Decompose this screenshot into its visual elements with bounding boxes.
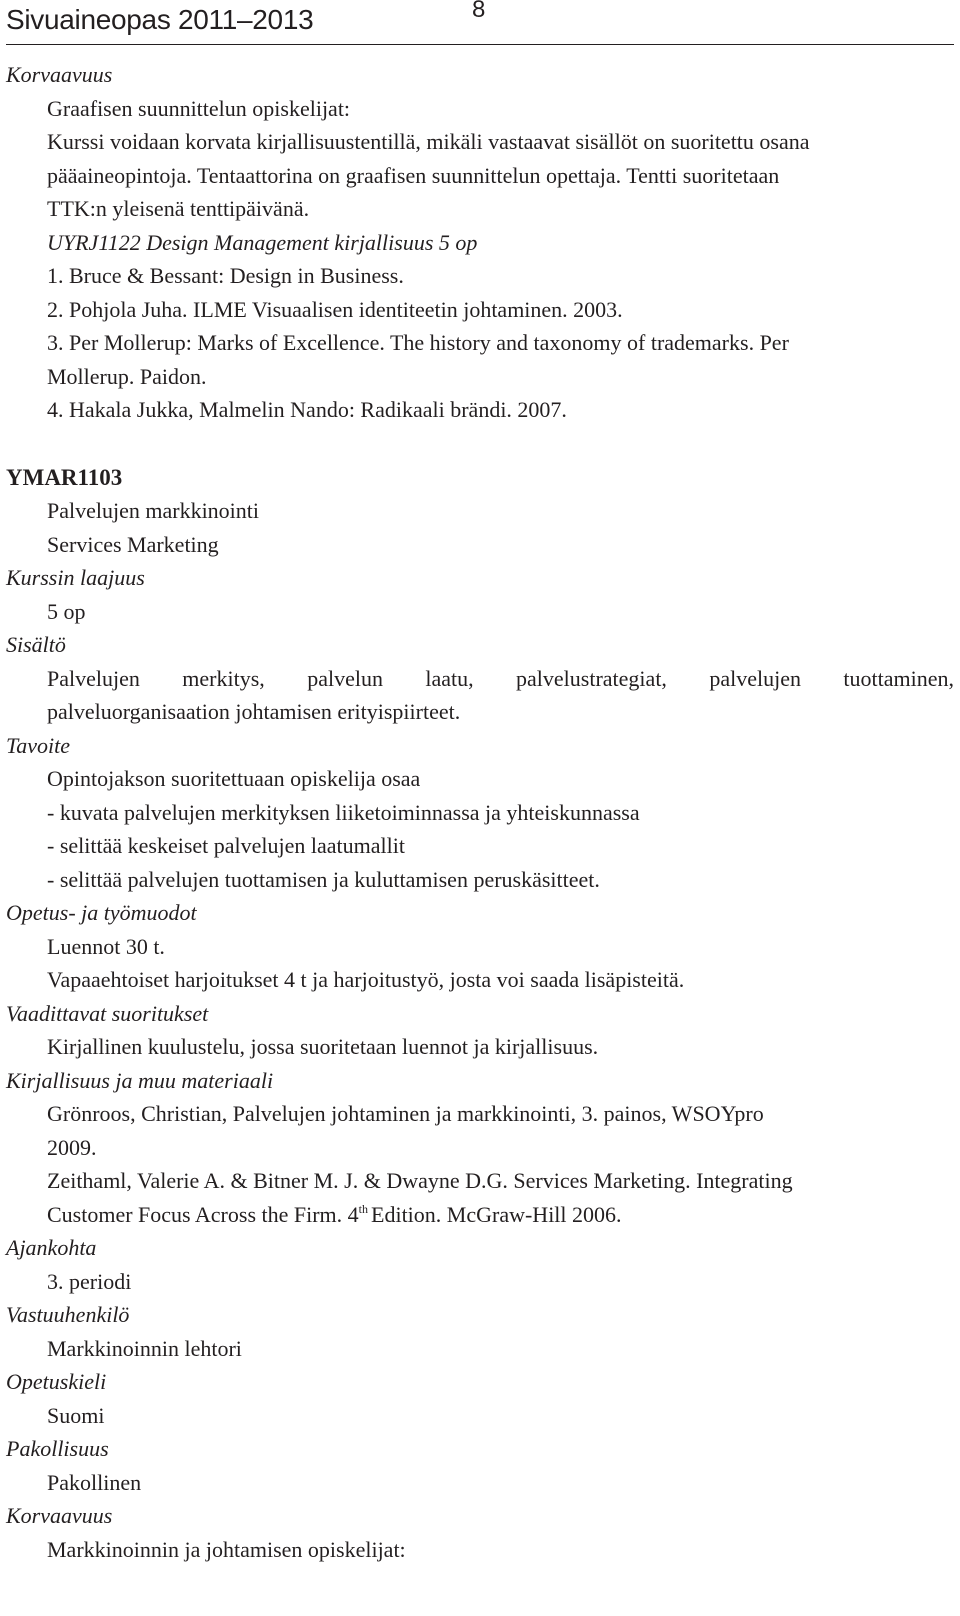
opetuskieli-value: Suomi <box>47 1402 105 1428</box>
kirjallisuus-line: 2009. <box>47 1134 97 1160</box>
book-item: Mollerup. Paidon. <box>47 363 207 389</box>
opetus-heading: Opetus- ja työmuodot <box>6 900 197 925</box>
vaaditut-heading: Vaadittavat suoritukset <box>6 1000 209 1026</box>
sisalto-line: palveluorganisaation johtamisen erityispiirteet. <box>47 699 461 724</box>
laajuus-value: 5 op <box>47 598 86 624</box>
book-item: 1. Bruce & Bessant: Design in Business. <box>47 263 404 288</box>
laajuus-heading: Kurssin laajuus <box>6 565 145 590</box>
guide-title: Sivuaineopas 2011–2013 <box>6 4 314 35</box>
kirjallisuus-line-part: Customer Focus Across the Firm. 4 <box>47 1201 359 1227</box>
page-content <box>6 58 954 1566</box>
ajankohta-value: 3. periodi <box>47 1268 132 1294</box>
opetus-line: Luennot 30 t. <box>47 933 165 959</box>
kirjallisuus-line <box>6 1198 954 1232</box>
tavoite-heading: Tavoite <box>6 732 70 758</box>
course-code: YMAR1103 <box>6 464 123 490</box>
intro-line: Kurssi voidaan korvata kirjallisuustentillä, mikäli vastaavat sisällöt on suoritettu osana <box>47 129 810 154</box>
course-name-en: Services Marketing <box>47 531 219 557</box>
tavoite-line: - selittää keskeiset palvelujen laatumallit <box>47 833 405 858</box>
ordinal-suffix: th <box>358 1201 369 1216</box>
page-number: 8 <box>472 0 486 23</box>
ajankohta-heading: Ajankohta <box>6 1235 97 1260</box>
korvaavuus-heading-2: Korvaavuus <box>6 1503 113 1528</box>
korvaavuus-heading: Korvaavuus <box>6 62 113 87</box>
intro-line: TTK:n yleisenä tenttipäivänä. <box>47 196 310 221</box>
tavoite-line: Opintojakson suoritettuaan opiskelija osaa <box>47 766 421 791</box>
pakollisuus-heading: Pakollisuus <box>6 1436 109 1461</box>
book-item: 4. Hakala Jukka, Malmelin Nando: Radikaali brändi. 2007. <box>47 397 567 422</box>
kirjallisuus-line: Grönroos, Christian, Palvelujen johtaminen ja markkinointi, 3. painos, WSOYpro <box>47 1101 764 1126</box>
vastuuhenkilo-heading: Vastuuhenkilö <box>6 1302 130 1327</box>
opetus-line: Vapaaehtoiset harjoitukset 4 t ja harjoitustyö, josta voi saada lisäpisteitä. <box>47 967 685 992</box>
kirjallisuus-heading: Kirjallisuus ja muu materiaali <box>6 1067 274 1093</box>
sisalto-line: Palvelujen merkitys, palvelun laatu, palvelustrategiat, palvelujen tuottaminen, <box>47 665 954 691</box>
kirjallisuus-line-part: Edition. McGraw-Hill 2006. <box>371 1201 622 1227</box>
tavoite-line: - selittää palvelujen tuottamisen ja kuluttamisen peruskäsitteet. <box>47 866 600 892</box>
course-name-fi: Palvelujen markkinointi <box>47 498 260 523</box>
sisalto-heading: Sisältö <box>6 632 66 657</box>
course-reference: UYRJ1122 Design Management kirjallisuus 5 op <box>47 229 478 255</box>
tavoite-line: - kuvata palvelujen merkityksen liiketoiminnassa ja yhteiskunnassa <box>47 799 640 825</box>
intro-line: pääaineopintoja. Tentaattorina on graafisen suunnittelun opettaja. Tentti suoritetaan <box>47 162 780 188</box>
page-header <box>6 0 954 45</box>
vastuuhenkilo-value: Markkinoinnin lehtori <box>47 1335 242 1361</box>
opetuskieli-heading: Opetuskieli <box>6 1369 107 1394</box>
kirjallisuus-line: Zeithaml, Valerie A. & Bitner M. J. & Dwayne D.G. Services Marketing. Integrating <box>47 1168 793 1193</box>
korvaavuus-value: Markkinoinnin ja johtamisen opiskelijat: <box>47 1536 406 1562</box>
book-item: 3. Per Mollerup: Marks of Excellence. The history and taxonomy of trademarks. Per <box>47 330 789 355</box>
intro-line: Graafisen suunnittelun opiskelijat: <box>47 95 351 121</box>
vaaditut-value: Kirjallinen kuulustelu, jossa suoritetaan luennot ja kirjallisuus. <box>47 1034 599 1059</box>
book-item: 2. Pohjola Juha. ILME Visuaalisen identiteetin johtaminen. 2003. <box>47 296 623 322</box>
pakollisuus-value: Pakollinen <box>47 1469 142 1495</box>
